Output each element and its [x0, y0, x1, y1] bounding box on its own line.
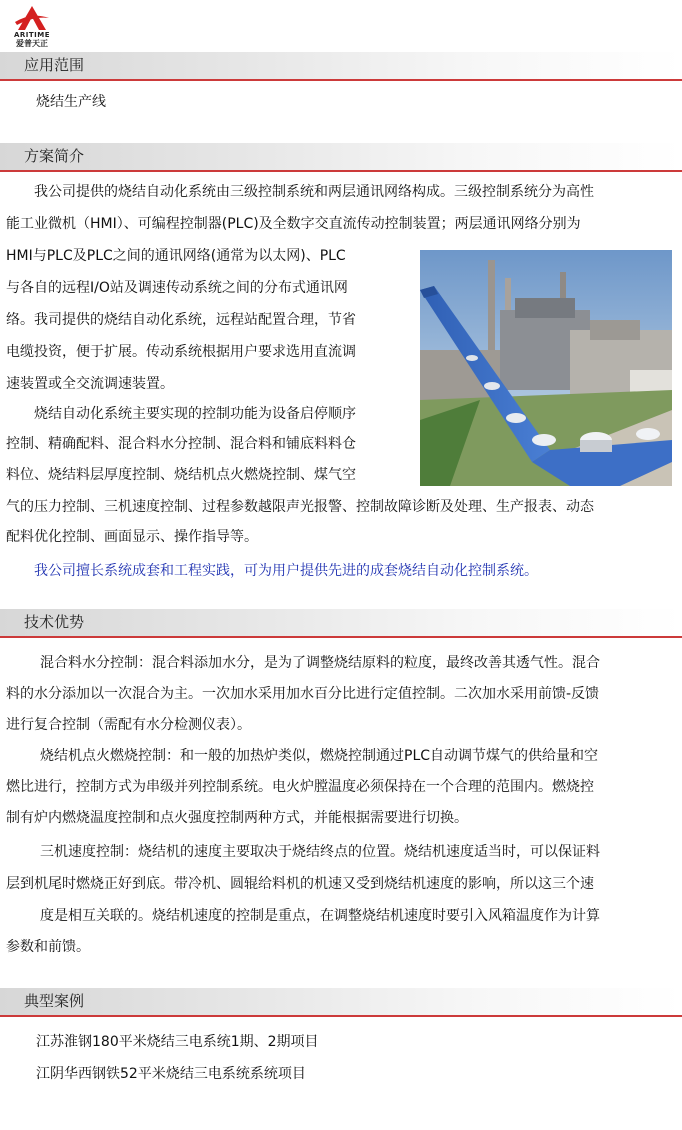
- advantages-paragraph-line: 度是相互关联的。烧结机速度的控制是重点，在调整烧结机速度时要引入风箱温度作为计算: [40, 908, 600, 924]
- advantages-paragraph-line: 三机速度控制：烧结机的速度主要取决于烧结终点的位置。烧结机速度适当时，可以保证料: [40, 844, 600, 860]
- intro-paragraph-line: HMI与PLC及PLC之间的通讯网络(通常为以太网)、PLC: [6, 248, 346, 264]
- advantages-paragraph-line: 制有炉内燃烧温度控制和点火强度控制两种方式，并能根据需要进行切换。: [6, 810, 468, 826]
- intro-paragraph-line: 电缆投资，便于扩展。传动系统根据用户要求选用直流调: [6, 344, 356, 360]
- advantages-paragraph-line: 进行复合控制（需配有水分检测仪表）。: [6, 717, 251, 733]
- section-header-intro: [0, 143, 682, 172]
- intro-highlight-line: 我公司擅长系统成套和工程实践，可为用户提供先进的成套烧结自动化控制系统。: [34, 563, 538, 579]
- intro-paragraph-line: 与各自的远程I/O站及调速传动系统之间的分布式通讯网: [6, 280, 348, 296]
- intro-paragraph-line: 控制、精确配料、混合料水分控制、混合料和铺底料料仓: [6, 436, 356, 452]
- advantages-paragraph-line: 烧结机点火燃烧控制：和一般的加热炉类似，燃烧控制通过PLC自动调节煤气的供给量和空: [40, 748, 599, 764]
- section-title: 技术优势: [24, 613, 85, 631]
- sintering-plant-photo: [420, 250, 672, 486]
- logo-subtext: 爱普天正: [16, 39, 48, 48]
- intro-paragraph-line: 络。我司提供的烧结自动化系统，远程站配置合理，节省: [6, 312, 356, 328]
- intro-paragraph-line: 速装置或全交流调速装置。: [6, 376, 174, 392]
- intro-paragraph-line: 料位、烧结料层厚度控制、烧结机点火燃烧控制、煤气空: [6, 467, 356, 483]
- section-header-advantages: [0, 609, 682, 638]
- scope-item: 烧结生产线: [36, 94, 106, 110]
- advantages-paragraph-line: 混合料水分控制：混合料添加水分，是为了调整烧结原料的粒度，最终改善其透气性。混合: [40, 655, 600, 671]
- case-item: 江苏淮钢180平米烧结三电系统1期、2期项目: [36, 1034, 319, 1050]
- section-header-cases: [0, 988, 682, 1017]
- intro-paragraph-line: 能工业微机（HMI）、可编程控制器(PLC)及全数字交直流传动控制装置；两层通讯网络分别为: [6, 216, 581, 232]
- advantages-paragraph-line: 料的水分添加以一次混合为主。一次加水采用加水百分比进行定值控制。二次加水采用前馈-反馈: [6, 686, 600, 702]
- section-header-scope: [0, 52, 682, 81]
- advantages-paragraph-line: 层到机尾时燃烧正好到底。带冷机、圆辊给料机的机速又受到烧结机速度的影响，所以这三个速: [6, 876, 594, 892]
- advantages-paragraph-line: 参数和前馈。: [6, 939, 90, 955]
- intro-paragraph-line: 气的压力控制、三机速度控制、过程参数越限声光报警、控制故障诊断及处理、生产报表、动态: [6, 499, 594, 515]
- company-logo: [6, 4, 58, 48]
- case-item: 江阴华西钢铁52平米烧结三电系统系统项目: [36, 1066, 306, 1082]
- logo-text: ARITIME: [13, 31, 51, 39]
- advantages-paragraph-line: 燃比进行，控制方式为串级并列控制系统。电火炉膛温度必须保持在一个合理的范围内。燃烧控: [6, 779, 594, 795]
- intro-paragraph-line: 我公司提供的烧结自动化系统由三级控制系统和两层通讯网络构成。三级控制系统分为高性: [34, 184, 594, 200]
- section-title: 方案简介: [24, 147, 85, 165]
- intro-paragraph-line: 配料优化控制、画面显示、操作指导等。: [6, 529, 258, 545]
- section-title: 典型案例: [24, 992, 85, 1010]
- intro-paragraph-line: 烧结自动化系统主要实现的控制功能为设备启停顺序: [34, 406, 356, 422]
- logo-mark-icon: [14, 4, 50, 32]
- section-title: 应用范围: [24, 56, 85, 74]
